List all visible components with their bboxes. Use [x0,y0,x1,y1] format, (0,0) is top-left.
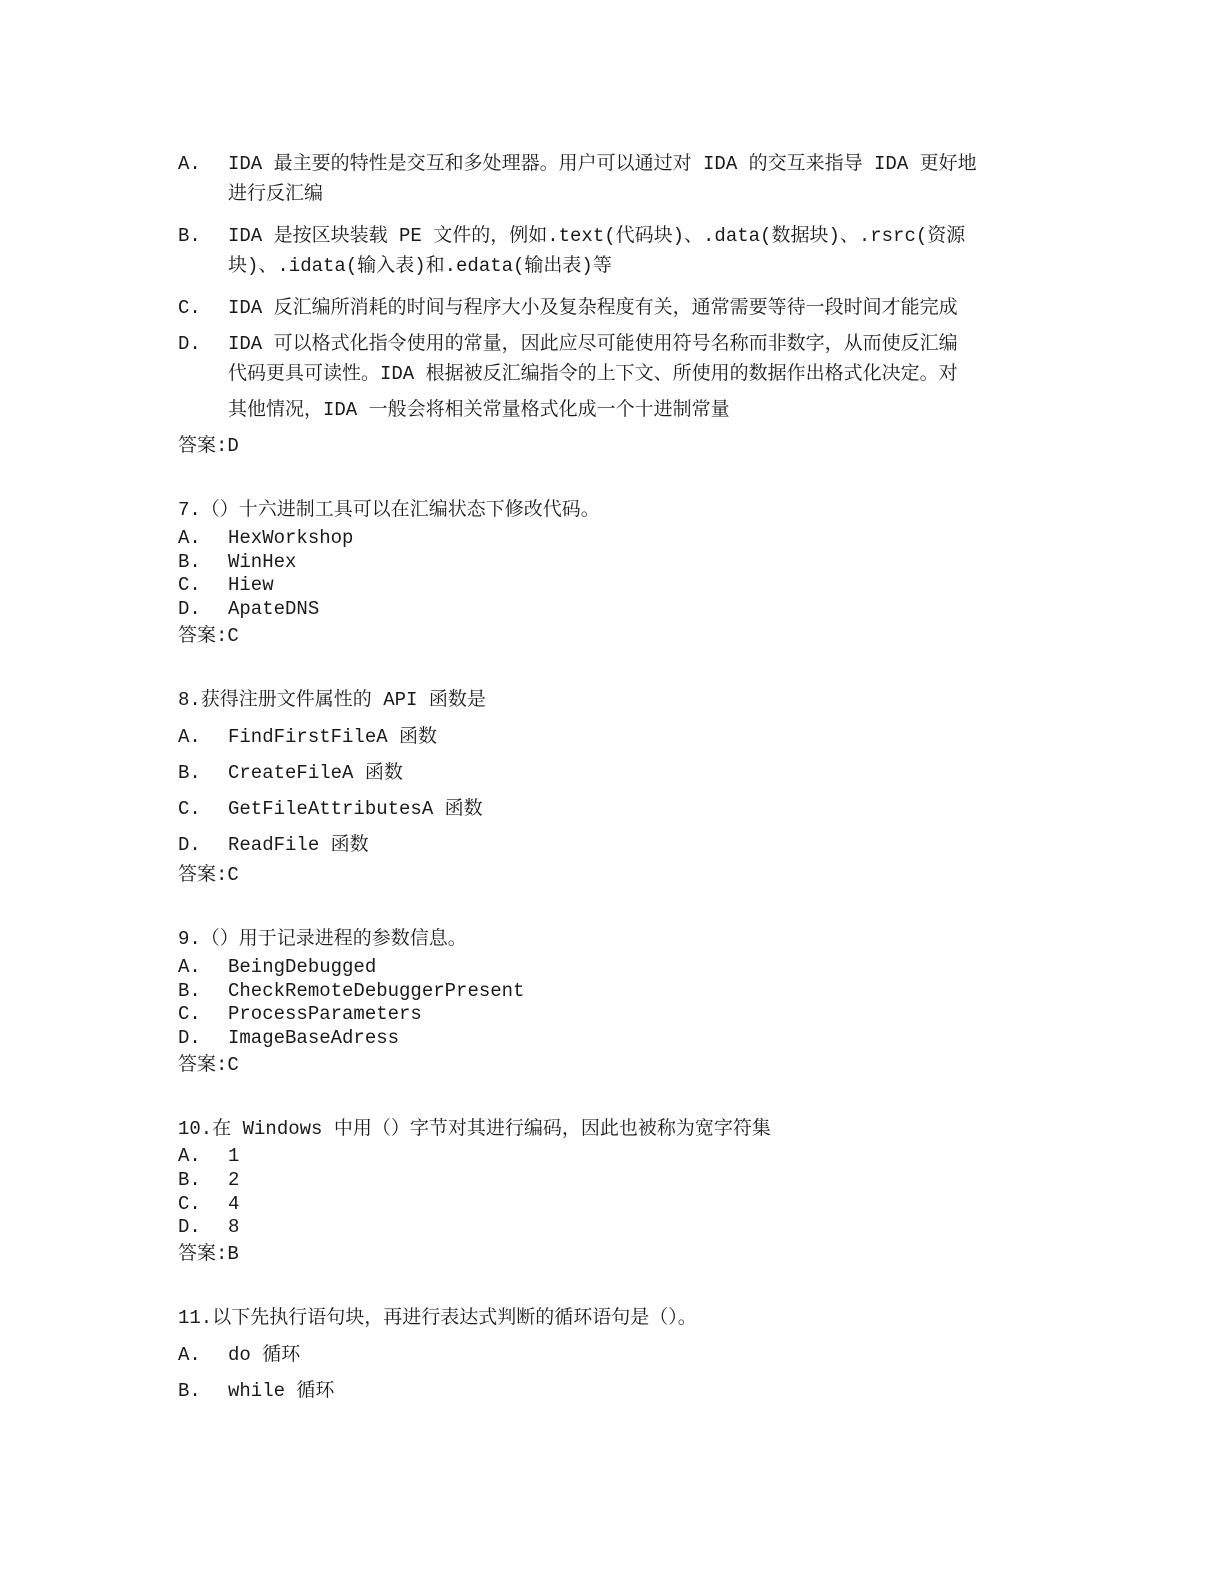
option-label: C. [178,1003,201,1025]
option-text: while 循环 [228,1380,335,1402]
option-b [178,1379,334,1403]
option-text: ApateDNS [228,598,320,620]
answer: 答案:C [178,864,239,886]
answer: 答案:C [178,1054,239,1076]
option-text: do 循环 [228,1344,301,1366]
option-b [178,1168,239,1192]
option-label: D. [178,598,201,620]
option-label: D. [178,1216,201,1238]
option-d [178,597,319,621]
option-text: 4 [228,1193,240,1215]
option-text: CreateFileA 函数 [228,762,403,784]
answer: 答案:B [178,1243,239,1265]
option-c [178,573,274,597]
option-text-continued: 其他情况，IDA 一般会将相关常量格式化成一个十进制常量 [228,399,730,421]
option-text: IDA 是按区块装载 PE 文件的，例如.text(代码块)、.data(数据块)、.rsrc(资源 [228,225,966,247]
option-text: GetFileAttributesA 函数 [228,798,483,820]
option-text: 2 [228,1169,240,1191]
option-label: D. [178,834,201,856]
option-text: IDA 最主要的特性是交互和多处理器。用户可以通过对 IDA 的交互来指导 IDA 更好地 [228,153,977,175]
answer: 答案:C [178,625,239,647]
option-label: C. [178,798,201,820]
answer: 答案:D [178,435,239,457]
option-a [178,955,376,979]
question-9: 9.（）用于记录进程的参数信息。 [178,928,467,950]
option-text: WinHex [228,551,297,573]
option-a [178,526,353,550]
option-b [178,761,403,785]
option-label: A. [178,527,201,549]
option-b [178,550,296,574]
question-11: 11.以下先执行语句块，再进行表达式判断的循环语句是（）。 [178,1307,697,1329]
option-label: C. [178,1193,201,1215]
option-text: HexWorkshop [228,527,354,549]
option-c [178,296,958,320]
option-label: B. [178,980,201,1002]
option-label: A. [178,726,201,748]
option-text: Hiew [228,574,274,596]
option-text: CheckRemoteDebuggerPresent [228,980,525,1002]
option-text: BeingDebugged [228,956,377,978]
option-text: ReadFile 函数 [228,834,369,856]
option-a [178,152,977,176]
option-label: B. [178,1380,201,1402]
option-text-continued: 代码更具可读性。IDA 根据被反汇编指令的上下文、所使用的数据作出格式化决定。对 [228,363,958,385]
option-d [178,1026,399,1050]
question-10: 10.在 Windows 中用（）字节对其进行编码，因此也被称为宽字符集 [178,1118,771,1140]
option-d [178,1215,239,1239]
option-a [178,1343,300,1367]
option-text: IDA 可以格式化指令使用的常量，因此应尽可能使用符号名称而非数字，从而使反汇编 [228,333,958,355]
option-text: IDA 反汇编所消耗的时间与程序大小及复杂程度有关，通常需要等待一段时间才能完成 [228,297,958,319]
option-label: B. [178,225,201,247]
option-label: C. [178,297,201,319]
option-text-continued: 进行反汇编 [228,183,324,205]
option-c [178,1192,239,1216]
option-label: B. [178,762,201,784]
option-label: D. [178,1027,201,1049]
option-label: A. [178,956,201,978]
option-label: B. [178,551,201,573]
option-c [178,1002,422,1026]
option-text: ProcessParameters [228,1003,422,1025]
question-8: 8.获得注册文件属性的 API 函数是 [178,689,486,711]
question-7: 7.（）十六进制工具可以在汇编状态下修改代码。 [178,499,600,521]
option-a [178,725,437,749]
option-label: A. [178,1145,201,1167]
option-text: 1 [228,1145,240,1167]
option-d [178,833,369,857]
option-b [178,979,524,1003]
option-a [178,1144,239,1168]
option-b [178,224,965,248]
option-label: A. [178,1344,201,1366]
option-label: C. [178,574,201,596]
option-c [178,797,483,821]
option-text: FindFirstFileA 函数 [228,726,438,748]
option-text-continued: 块)、.idata(输入表)和.edata(输出表)等 [228,255,612,277]
option-text: 8 [228,1216,240,1238]
option-text: ImageBaseAdress [228,1027,400,1049]
option-label: D. [178,333,201,355]
option-d [178,332,958,356]
option-label: B. [178,1169,201,1191]
option-label: A. [178,153,201,175]
